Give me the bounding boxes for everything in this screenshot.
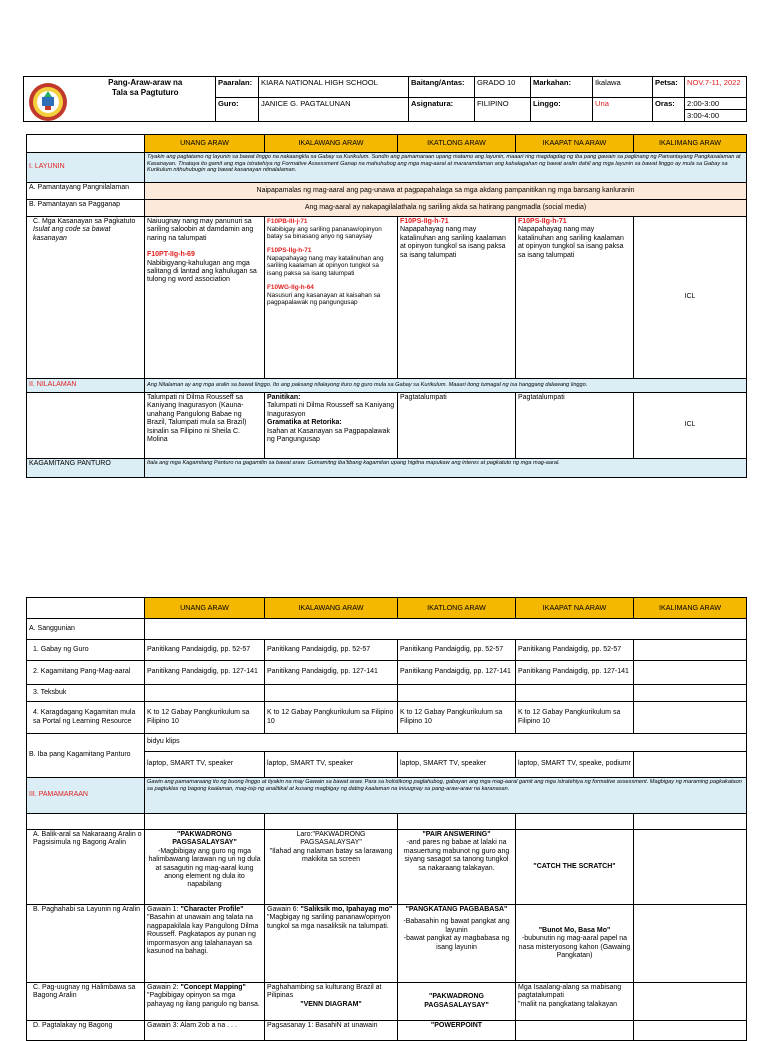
gabay-label: 1. Gabay ng Guro bbox=[27, 640, 145, 661]
d-day1: Gawain 3: Alam 2ob a na . . . bbox=[145, 1021, 265, 1041]
b-day4 bbox=[516, 905, 634, 983]
page1-table bbox=[26, 134, 747, 478]
day-header-4: IKAAPAT NA ARAW bbox=[516, 135, 634, 153]
gabay-day2: Panitikang Pandaigdig, pp. 52-57 bbox=[265, 640, 398, 661]
iba-day3: laptop, SMART TV, speaker bbox=[398, 752, 516, 778]
teksbuk-day4 bbox=[516, 685, 634, 702]
guro-value: JANICE G. PAGTALUNAN bbox=[259, 98, 409, 122]
k-day3-code: F10PS-IIg-h-71 bbox=[400, 218, 449, 225]
gap-d bbox=[398, 814, 516, 830]
n-day5: ICL bbox=[634, 393, 747, 459]
c-d1-title: "Concept Mapping" bbox=[180, 984, 246, 991]
c-d4-text1: Mga Isaalang-alang sa mabisang pagtatalumpati bbox=[518, 984, 622, 1000]
p2-day-header-5: IKALIMANG ARAW bbox=[634, 598, 747, 619]
iba-top: bidyu klips bbox=[145, 734, 747, 752]
n-day2-t1: Talumpati ni Dilma Rousseff sa Kaniyang Inagurasyon bbox=[267, 402, 395, 418]
c-day5 bbox=[634, 983, 747, 1021]
teksbuk-day1 bbox=[145, 685, 265, 702]
b-d3-text1: -Babasahin ng bawat pangkat ang layunin bbox=[403, 918, 510, 934]
day-header-5: IKALIMANG ARAW bbox=[634, 135, 747, 153]
gap-c bbox=[265, 814, 398, 830]
k-day1-text1: Naiuugnay nang may panunuri sa sariling saloobin at damdamin ang naring na talumpati bbox=[147, 218, 254, 242]
pamantayang-label: A. Pamantayang Pangnilalaman bbox=[27, 183, 145, 200]
b-d4-title: "Bunot Mo, Basa Mo" bbox=[538, 926, 611, 934]
baitang-label: Baitang/Antas: bbox=[409, 77, 475, 98]
c-d2-text: Paghahambing sa kulturang Brazil at Pilipinas bbox=[267, 984, 382, 1000]
a-d1-text: -Magbibigay ang guro ng mga halimbawang larawan ng uri ng dula at sasagutin ng mag-aaral kung anong element ng dula ito napabilang bbox=[148, 847, 261, 889]
kagamitang-pm-label: 2. Kagamitang Pang-Mag-aaral bbox=[27, 661, 145, 685]
gabay-day5 bbox=[634, 640, 747, 661]
paaralan-label: Paaralan: bbox=[216, 77, 259, 98]
c-d1-lead: Gawain 2: bbox=[147, 984, 181, 991]
p2-day-header-3: IKATLONG ARAW bbox=[398, 598, 516, 619]
corner-cell bbox=[27, 135, 145, 153]
karagdagang-day2: K to 12 Gabay Pangkurikulum sa Filipino 10 bbox=[265, 702, 398, 734]
teksbuk-day2 bbox=[265, 685, 398, 702]
a-day2 bbox=[265, 830, 398, 905]
k-day2-code3: F10WG-IIg-h-64 bbox=[267, 283, 314, 291]
form-title-line2: Tala sa Pagtuturo bbox=[111, 87, 179, 97]
day-header-3: IKATLONG ARAW bbox=[398, 135, 516, 153]
pamamaraan-label: III. PAMAMARAAN bbox=[27, 778, 145, 814]
k-day4-text: Napapahayag nang may katalinuhan ang sariling kaalaman at opinyon tungkol sa isang paksa sa isang talumpati bbox=[518, 226, 624, 259]
a-day4: "CATCH THE SCRATCH" bbox=[516, 830, 634, 905]
page2-table bbox=[26, 597, 747, 1041]
iba-day4: laptop, SMART TV, speake, podiumr bbox=[516, 752, 634, 778]
d-label: D. Pagtalakay ng Bagong bbox=[27, 1021, 145, 1041]
k-day2-text2: Napapahayag nang may katalinuhan ang sariling kaalaman at opinyon tungkol sa isang paksa sa isang talumpati bbox=[267, 254, 384, 278]
teksbuk-day5 bbox=[634, 685, 747, 702]
teksbuk-label: 3. Teksbuk bbox=[27, 685, 145, 702]
k-day1-code: F10PT-IIg-h-69 bbox=[147, 251, 195, 259]
b-d4-text: -bubunutin ng mag-aaral papel na nasa misteryosong kahon (Gawaing Pangkatan) bbox=[518, 935, 631, 959]
b-d2-text: "Magbigay ng sariling pananaw/opinyon tungkol sa mga nasaliksik na talumpati. bbox=[267, 914, 391, 930]
linggo-value: Una bbox=[593, 98, 653, 122]
sanggunian-blank bbox=[145, 619, 747, 640]
gap-f bbox=[634, 814, 747, 830]
a-d2-title: Laro:"PAKWADRONG PAGSASALAYSAY" bbox=[296, 831, 366, 847]
gabay-day4: Panitikang Pandaigdig, pp. 52-57 bbox=[516, 640, 634, 661]
n-day2-h2: Gramatika at Retorika: bbox=[267, 419, 342, 427]
kasanayan-label: C. Mga Kasanayan sa Pagkatuto bbox=[33, 218, 136, 225]
day-header-1: UNANG ARAW bbox=[145, 135, 265, 153]
kagamitang-pm-day2: Panitikang Pandaigdig, pp. 127-141 bbox=[265, 661, 398, 685]
karagdagang-label: 4. Karagdagang Kagamitan mula sa Portal ng Learning Resource bbox=[27, 702, 145, 734]
c-day1 bbox=[145, 983, 265, 1021]
a-d1-title: "PAKWADRONG PAGSASALAYSAY" bbox=[172, 831, 237, 847]
asignatura-value: FILIPINO bbox=[475, 98, 531, 122]
c-d4-text2: "maliit na pangkatang talakayan bbox=[518, 1000, 617, 1008]
k-day2-code2: F10PS-IIg-h-71 bbox=[267, 247, 312, 255]
k-day3-text: Napapahayag nang may katalinuhan ang sariling kaalaman at opinyon tungkol sa isang paksa sa isang talumpati bbox=[400, 226, 506, 259]
gap-e bbox=[516, 814, 634, 830]
karagdagang-day5 bbox=[634, 702, 747, 734]
day-header-2: IKALAWANG ARAW bbox=[265, 135, 398, 153]
oras-value-2: 3:00-4:00 bbox=[685, 110, 747, 122]
b-day3 bbox=[398, 905, 516, 983]
karagdagang-day3: K to 12 Gabay Pangkurikulum sa Filipino 10 bbox=[398, 702, 516, 734]
a-label: A. Balik-aral sa Nakaraang Aralin o Pagsisimula ng Bagong Aralin bbox=[27, 830, 145, 905]
c-day4 bbox=[516, 983, 634, 1021]
petsa-label: Petsa: bbox=[653, 77, 685, 98]
b-d2-lead: Gawain 6: bbox=[267, 906, 301, 913]
c-label: C. Pag-uugnay ng Halimbawa sa Bagong Aralin bbox=[27, 983, 145, 1021]
n-day4: Pagtatalumpati bbox=[516, 393, 634, 459]
b-day5 bbox=[634, 905, 747, 983]
b-d1-title: "Character Profile" bbox=[180, 906, 244, 913]
kasanayan-cell bbox=[27, 217, 145, 379]
iba-day1: laptop, SMART TV, speaker bbox=[145, 752, 265, 778]
a-d3-text: -and pares ng babae at lalaki na masuertung mabunot ng guro ang siyang sasagot sa tanong tungkol sa nakaraang talakayan. bbox=[403, 839, 510, 872]
nilalaman-label: II. NILALAMAN bbox=[27, 379, 145, 393]
c-d2-title: "VENN DIAGRAM" bbox=[300, 1000, 362, 1008]
linggo-label: Linggo: bbox=[531, 98, 593, 122]
k-day1-text2: Nabibigyang-kahulugan ang mga salitang di lantad ang kahulugan sa tulong ng word association bbox=[147, 259, 257, 284]
b-d1-lead: Gawain 1: bbox=[147, 906, 181, 913]
kagamitan-note: Itala ang mga Kagamitang Panturo na gagamitin sa bawat araw. Gumamitng iba'tibang kagamitan upang higitna mapukaw ang interes at pagkatuto ng mga mag-aaral. bbox=[145, 459, 747, 478]
kasanayan-day1 bbox=[145, 217, 265, 379]
kagamitang-pm-day3: Panitikang Pandaigdig, pp. 127-141 bbox=[398, 661, 516, 685]
pagganap-value: Ang mag-aaral ay nakapagilalathala ng sariling akda sa hatirang pangmadla (social media) bbox=[145, 200, 747, 217]
d-day3: "POWERPOINT bbox=[398, 1021, 516, 1041]
iba-day2: laptop, SMART TV, speaker bbox=[265, 752, 398, 778]
n-day2-h1: Panitikan: bbox=[267, 394, 301, 401]
pamantayang-value: Naipapamalas ng mag-aaral ang pag-unawa at pagpapahalaga sa mga akdang pampanitikan ng mga bansang kanluranin bbox=[145, 183, 747, 200]
p2-day-header-1: UNANG ARAW bbox=[145, 598, 265, 619]
pagganap-label: B. Pamantayan sa Pagganap bbox=[27, 200, 145, 217]
b-day1 bbox=[145, 905, 265, 983]
d-day2: Pagsasanay 1: BasahiN at unawain bbox=[265, 1021, 398, 1041]
b-d1-text: "Basahin at unawain ang talata na nagpapakilala kay Pangulong Dilma Rousseff. Pagkatapos ay punan ng impormasyon ang talahanayan sa kasunod na bahagi. bbox=[147, 914, 259, 955]
oras-label: Oras: bbox=[653, 98, 685, 122]
b-d3-title: "PANGKATANG PAGBABASA" bbox=[405, 906, 508, 913]
a-day1 bbox=[145, 830, 265, 905]
pamamaraan-note: Gawin ang pamamaraang ito ng buong linggo at tiyakin na may Gawain sa bawat araw. Para sa holistikong paglahubog, gabayan ang mga mag-aaral gamit ang mga istratehiya ng formative assessment. Magbigay ng maraming pagkakataon sa pagtuklas ng bagong kaalaman, mag-isip ng analitikal at kusang magbigay ng dating kaalaman na iniuugnay sa pang-araw-araw na karanasan. bbox=[145, 778, 747, 814]
gabay-day1: Panitikang Pandaigdig, pp. 52-57 bbox=[145, 640, 265, 661]
k-day2-code1: F10PB-III-j-71 bbox=[267, 218, 308, 225]
karagdagang-day4: K to 12 Gabay Pangkurikulum sa Filipino 10 bbox=[516, 702, 634, 734]
oras-value-1: 2:00-3:00 bbox=[685, 98, 747, 110]
k-day5: ICL bbox=[634, 217, 747, 379]
a-d3-title: "PAIR ANSWERING" bbox=[422, 831, 491, 838]
asignatura-label: Asignatura: bbox=[409, 98, 475, 122]
gap-a bbox=[27, 814, 145, 830]
header-table bbox=[23, 76, 747, 122]
p2-day-header-4: IKAAPAT NA ARAW bbox=[516, 598, 634, 619]
p2-day-header-2: IKALAWANG ARAW bbox=[265, 598, 398, 619]
b-d2-title: "Saliksik mo, Ipahayag mo" bbox=[300, 906, 393, 913]
corner-cell-2 bbox=[27, 598, 145, 619]
kagamitang-pm-day1: Panitikang Pandaigdig, pp. 127-141 bbox=[145, 661, 265, 685]
kagamitang-pm-day4: Panitikang Pandaigdig, pp. 127-141 bbox=[516, 661, 634, 685]
n-day2-t2: Isahan at Kasanayan sa Pagpapalawak ng Pangungusap bbox=[267, 427, 390, 443]
b-d3-text2: -bawat pangkat ay magbabasa ng isang layunin bbox=[403, 935, 510, 951]
teksbuk-day3 bbox=[398, 685, 516, 702]
n-day1: Talumpati ni Dilma Rousseff sa Kaniyang Inagurasyon (Kauna-unahang Pangulong Babae ng Brazil, Talumpati mula sa Brazil) Isinalin sa Filipino ni Sheila C. Molina bbox=[145, 393, 265, 459]
kasanayan-day3 bbox=[398, 217, 516, 379]
kagamitan-label: KAGAMITANG PANTURO bbox=[27, 459, 145, 478]
iba-day5 bbox=[634, 752, 747, 778]
guro-label: Guro: bbox=[216, 98, 259, 122]
layunin-note: Tiyakin ang pagtatamo ng layunin sa bawat linggo na nakaangkla sa Gabay sa Kurikulum. Sundin ang pamamaraan upang matamo ang layunin, maaari ring magdagdag ng iba pang gawain sa paglinang ng Pamantayang Pangkasalaman at Kasanayan. Tinataya ito gamit ang mga istratehiya ng Formative Assessment Ganap na mahuhubog ang mga mag-aaral at mararamdaman ang kahalagahan ng bawat aralin dahil ang mga layunin sa bawat linggo ay mula sa Gabay sa Kurikulum nithuhubugin ang bawat kasanayan ntinalalaman. bbox=[145, 153, 747, 183]
paaralan-value: KIARA NATIONAL HIGH SCHOOL bbox=[259, 77, 409, 98]
a-day5 bbox=[634, 830, 747, 905]
nilalaman-note: Ang Nilalaman ay ang mga aralin sa bawat linggo. Ito ang paksang nilalayong ituro ng guro mula sa Gabay sa Kurikulum. Maaari itong tumagal ng isa hanggang dalawang linggo. bbox=[145, 379, 747, 393]
b-day2 bbox=[265, 905, 398, 983]
nilalaman-blank bbox=[27, 393, 145, 459]
b-label: B. Paghahabi sa Layunin ng Aralin bbox=[27, 905, 145, 983]
n-day3: Pagtatalumpati bbox=[398, 393, 516, 459]
markahan-label: Markahan: bbox=[531, 77, 593, 98]
c-d3-title: "PAKWADRONG PAGSASALAYSAY" bbox=[398, 983, 516, 1021]
c-day2 bbox=[265, 983, 398, 1021]
k-day2-text3: Nasusuri ang kasanayan at kaisahan sa pagpapalawak ng pangungusap bbox=[267, 291, 381, 307]
baitang-value: GRADO 10 bbox=[475, 77, 531, 98]
gabay-day3: Panitikang Pandaigdig, pp. 52-57 bbox=[398, 640, 516, 661]
a-d2-text: "Ilahad ang nalaman batay sa larawang makikita sa screen bbox=[269, 847, 393, 864]
markahan-value: Ikalawa bbox=[593, 77, 653, 98]
sanggunian-label: A. Sanggunian bbox=[27, 619, 145, 640]
kasanayan-day2 bbox=[265, 217, 398, 379]
form-title-line1: Pang-Araw-araw na bbox=[108, 78, 183, 87]
k-day4-code: F10PS-IIg-h-71 bbox=[518, 218, 567, 225]
karagdagang-day1: K to 12 Gabay Pangkurikulum sa Filipino 10 bbox=[145, 702, 265, 734]
layunin-label: I. LAYUNIN bbox=[27, 153, 145, 183]
n-day2 bbox=[265, 393, 398, 459]
kasanayan-day4 bbox=[516, 217, 634, 379]
kasanayan-sub: Isulat ang code sa bawat kasanayan bbox=[33, 226, 111, 242]
gap-b bbox=[145, 814, 265, 830]
c-d1-text: "Pagbibigay opinyon sa mga pahayag ng ilang pangulo ng bansa. bbox=[147, 992, 260, 1008]
k-day2-text1: Nabibigay ang sariling pananaw/opinyon batay sa binasang anyo ng sanaysay bbox=[267, 225, 382, 241]
petsa-value: NOV.7-11, 2022 bbox=[685, 77, 747, 98]
kagamitang-pm-day5 bbox=[634, 661, 747, 685]
iba-label: B. Iba pang Kagamitang Panturo bbox=[27, 734, 145, 778]
a-day3 bbox=[398, 830, 516, 905]
